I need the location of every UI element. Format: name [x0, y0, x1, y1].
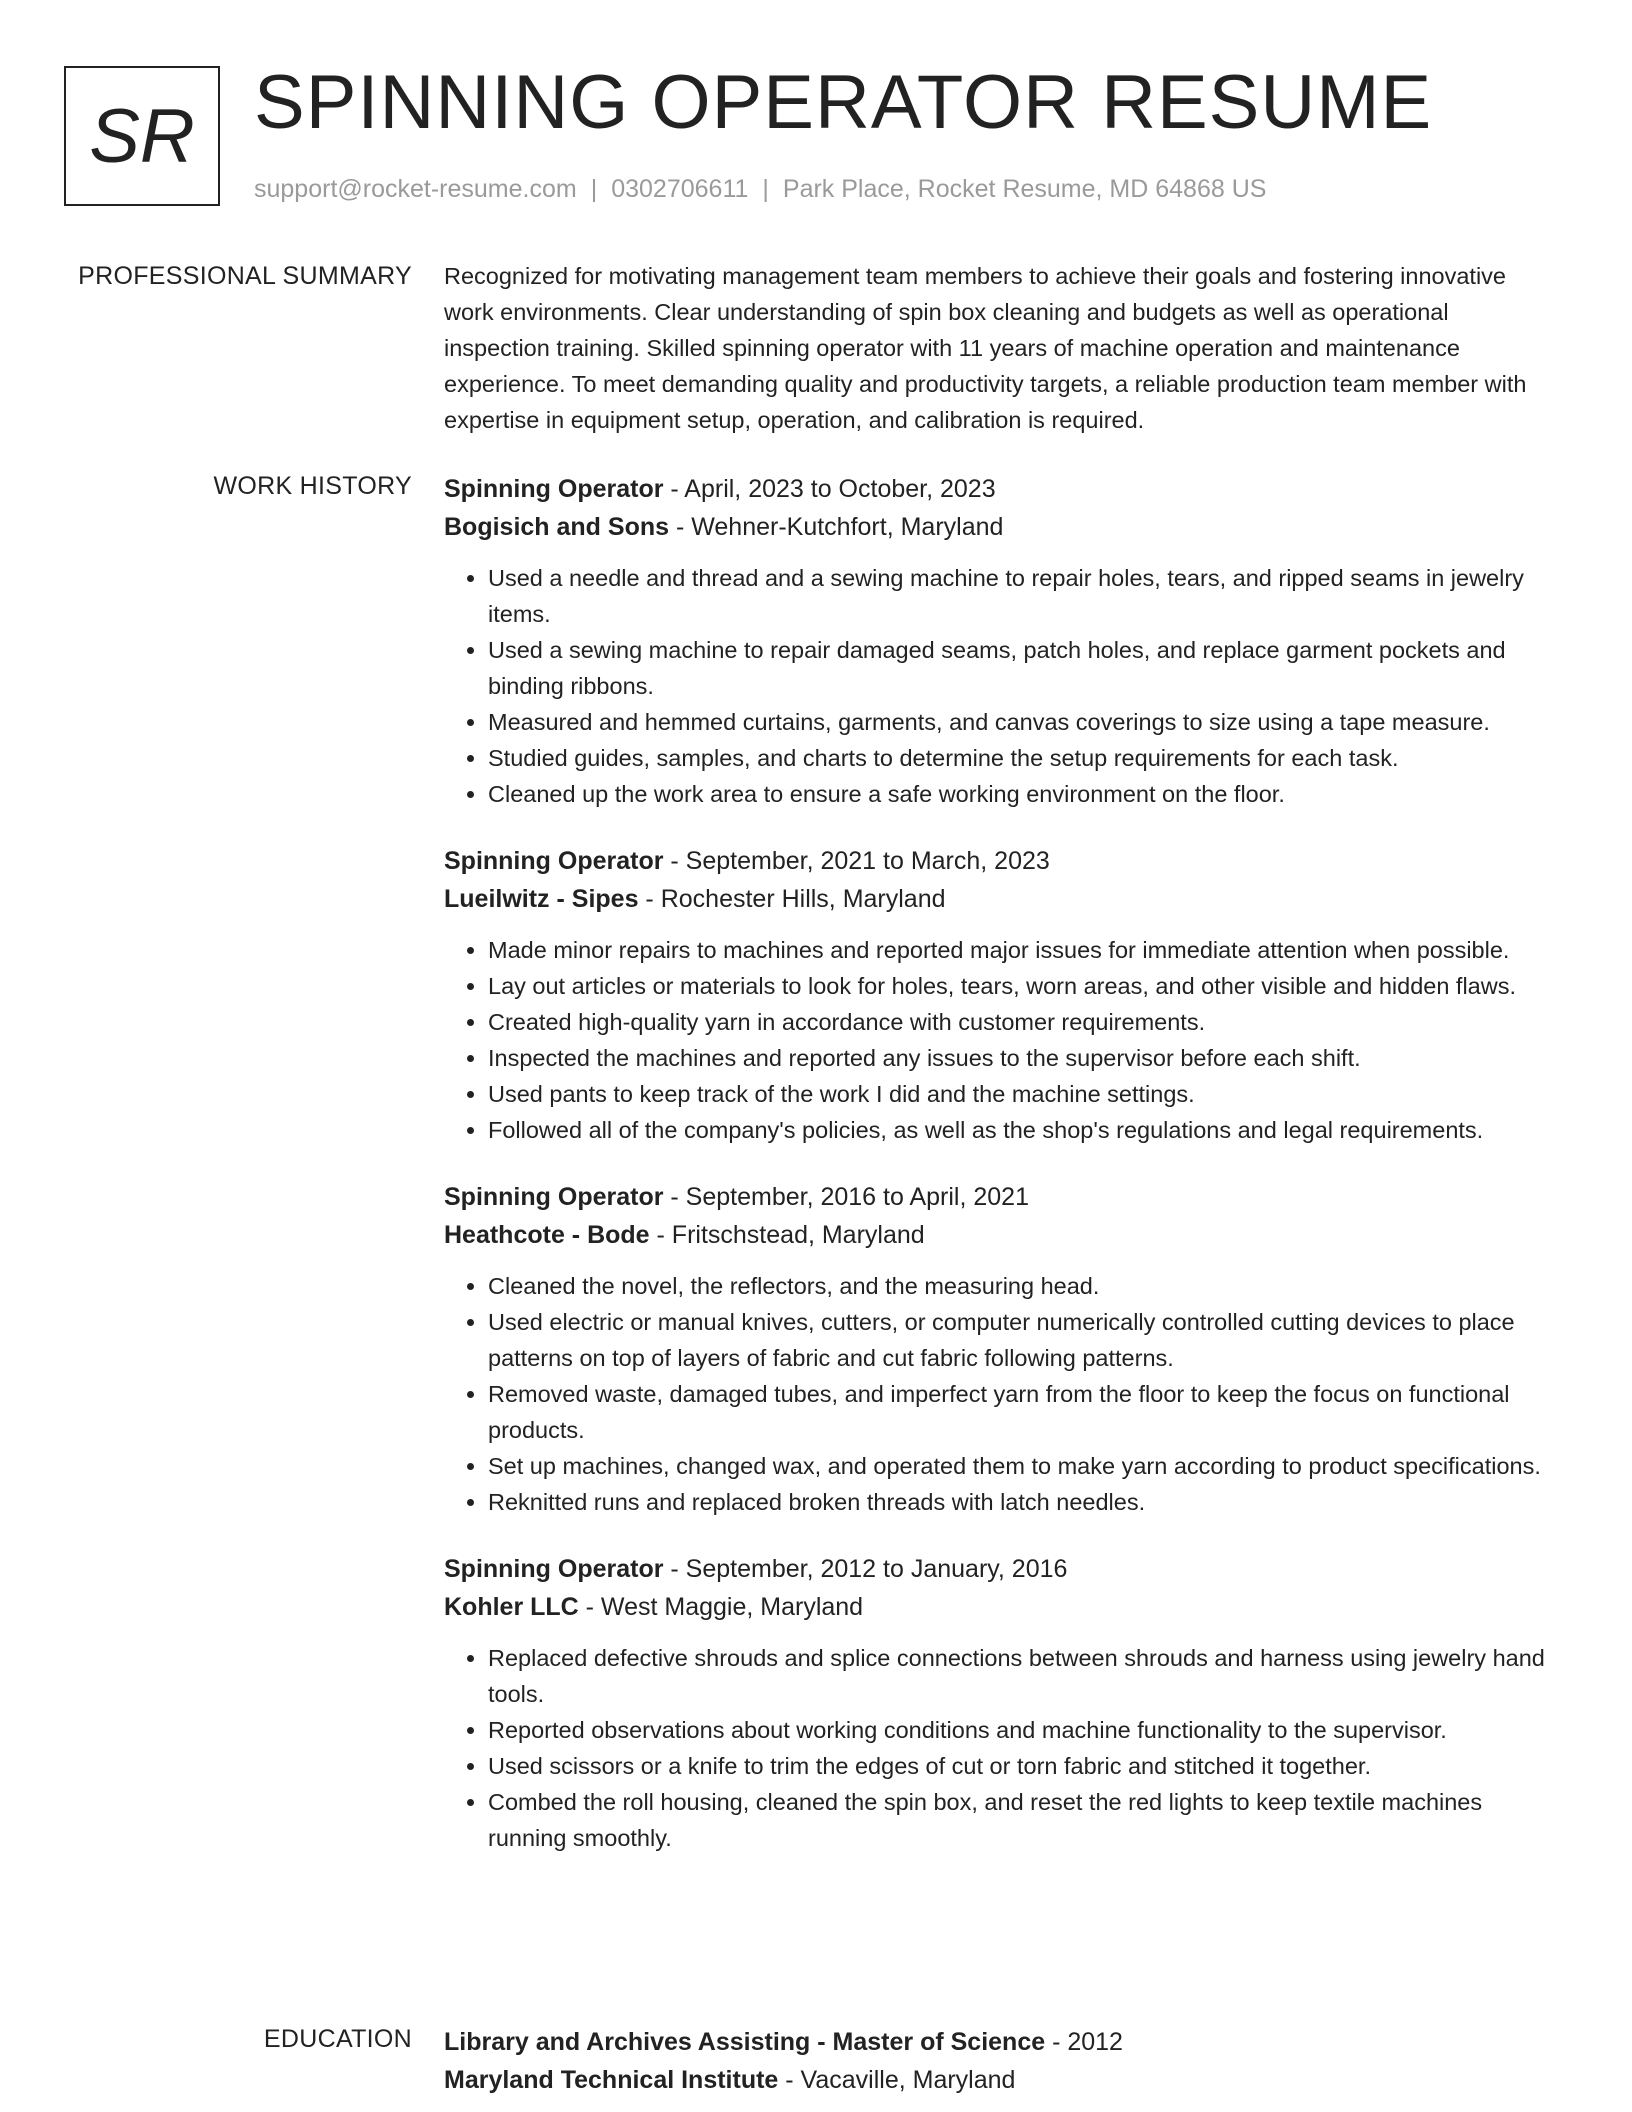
education-school: Maryland Technical Institute: [444, 2066, 779, 2094]
job-entry: [444, 1178, 1554, 1520]
summary-label: PROFESSIONAL SUMMARY: [78, 262, 412, 290]
job-company: Bogisich and Sons: [444, 513, 670, 541]
job-location: - West Maggie, Maryland: [578, 1593, 864, 1621]
education-degree-line: [444, 2023, 1554, 2061]
job-bullet: • Reknitted runs and replaced broken threads with latch needles.: [488, 1484, 1554, 1520]
job-bullet-list: [444, 1268, 1554, 1520]
contact-separator: |: [590, 175, 598, 203]
job-dates: - September, 2012 to January, 2016: [663, 1555, 1068, 1583]
job-bullet: • Lay out articles or materials to look for holes, tears, worn areas, and other visible and hidden flaws.: [488, 968, 1554, 1004]
job-title-line: [444, 1550, 1554, 1588]
job-bullet: • Replaced defective shrouds and splice connections between shrouds and harness using jewelry hand tools.: [488, 1640, 1554, 1712]
education-content: [444, 2023, 1554, 2099]
job-company-line: [444, 1588, 1554, 1626]
education-year: - 2012: [1045, 2028, 1123, 2056]
job-bullet: • Cleaned up the work area to ensure a safe working environment on the floor.: [488, 776, 1554, 812]
job-bullet: • Used pants to keep track of the work I did and the machine settings.: [488, 1076, 1554, 1112]
job-title: Spinning Operator: [444, 475, 664, 503]
job-bullet: • Studied guides, samples, and charts to determine the setup requirements for each task.: [488, 740, 1554, 776]
education-label: EDUCATION: [263, 2025, 412, 2053]
job-company-line: [444, 880, 1554, 918]
contact-line: [254, 175, 1266, 204]
job-title-line: [444, 842, 1554, 880]
job-bullet: • Followed all of the company's policies, as well as the shop's regulations and legal requirements.: [488, 1112, 1554, 1148]
job-bullet: • Made minor repairs to machines and reported major issues for immediate attention when possible.: [488, 932, 1554, 968]
job-bullet-list: [444, 1640, 1554, 1856]
job-company-line: [444, 1216, 1554, 1254]
education-location: - Vacaville, Maryland: [778, 2066, 1016, 2094]
job-bullet: • Cleaned the novel, the reflectors, and the measuring head.: [488, 1268, 1554, 1304]
job-location: - Wehner-Kutchfort, Maryland: [669, 513, 1004, 541]
job-bullet-list: [444, 932, 1554, 1148]
job-title-line: [444, 1178, 1554, 1216]
job-bullet: • Measured and hemmed curtains, garments, and canvas coverings to size using a tape measure.: [488, 704, 1554, 740]
job-bullet: • Reported observations about working conditions and machine functionality to the supervisor.: [488, 1712, 1554, 1748]
job-bullet: • Used a sewing machine to repair damaged seams, patch holes, and replace garment pockets and binding ribbons.: [488, 632, 1554, 704]
work-history-content: [444, 470, 1554, 1886]
job-title: Spinning Operator: [444, 847, 664, 875]
summary-text: Recognized for motivating management team members to achieve their goals and fostering innovative work environments. Clear understanding of spin box cleaning and budgets as well as operational inspection training. Skilled spinning operator with 11 years of machine operation and maintenance experience. To meet demanding quality and productivity targets, a reliable production team member with expertise in equipment setup, operation, and calibration is required.: [444, 263, 1527, 433]
job-location: - Fritschstead, Maryland: [649, 1221, 925, 1249]
job-dates: - September, 2021 to March, 2023: [663, 847, 1050, 875]
contact-phone: 0302706611: [611, 175, 749, 203]
job-company: Lueilwitz - Sipes: [444, 885, 639, 913]
education-school-line: [444, 2061, 1554, 2099]
page-title: SPINNING OPERATOR RESUME: [254, 60, 1433, 145]
job-title: Spinning Operator: [444, 1555, 664, 1583]
job-bullet-list: [444, 560, 1554, 812]
job-bullet: • Removed waste, damaged tubes, and imperfect yarn from the floor to keep the focus on functional products.: [488, 1376, 1554, 1448]
summary-content: [444, 258, 1554, 438]
job-entry: [444, 470, 1554, 812]
job-dates: - September, 2016 to April, 2021: [663, 1183, 1029, 1211]
job-location: - Rochester Hills, Maryland: [638, 885, 946, 913]
monogram-logo: SR: [64, 66, 220, 206]
job-company: Kohler LLC: [444, 1593, 579, 1621]
education-degree: Library and Archives Assisting - Master of Science: [444, 2028, 1046, 2056]
job-company: Heathcote - Bode: [444, 1221, 650, 1249]
job-company-line: [444, 508, 1554, 546]
work-history-label: WORK HISTORY: [213, 472, 412, 500]
job-entry: [444, 842, 1554, 1148]
job-bullet: • Used electric or manual knives, cutters, or computer numerically controlled cutting devices to place patterns on top of layers of fabric and cut fabric following patterns.: [488, 1304, 1554, 1376]
job-bullet: • Set up machines, changed wax, and operated them to make yarn according to product specifications.: [488, 1448, 1554, 1484]
contact-email: support@rocket-resume.com: [254, 175, 577, 203]
job-title: Spinning Operator: [444, 1183, 664, 1211]
job-entry: [444, 1550, 1554, 1856]
job-dates: - April, 2023 to October, 2023: [663, 475, 996, 503]
job-bullet: • Created high-quality yarn in accordance with customer requirements.: [488, 1004, 1554, 1040]
job-bullet: • Used scissors or a knife to trim the edges of cut or torn fabric and stitched it together.: [488, 1748, 1554, 1784]
job-bullet: • Used a needle and thread and a sewing machine to repair holes, tears, and ripped seams in jewelry items.: [488, 560, 1554, 632]
job-title-line: [444, 470, 1554, 508]
contact-address: Park Place, Rocket Resume, MD 64868 US: [782, 175, 1267, 203]
job-bullet: • Combed the roll housing, cleaned the spin box, and reset the red lights to keep textile machines running smoothly.: [488, 1784, 1554, 1856]
job-bullet: • Inspected the machines and reported any issues to the supervisor before each shift.: [488, 1040, 1554, 1076]
contact-separator: |: [762, 175, 769, 203]
